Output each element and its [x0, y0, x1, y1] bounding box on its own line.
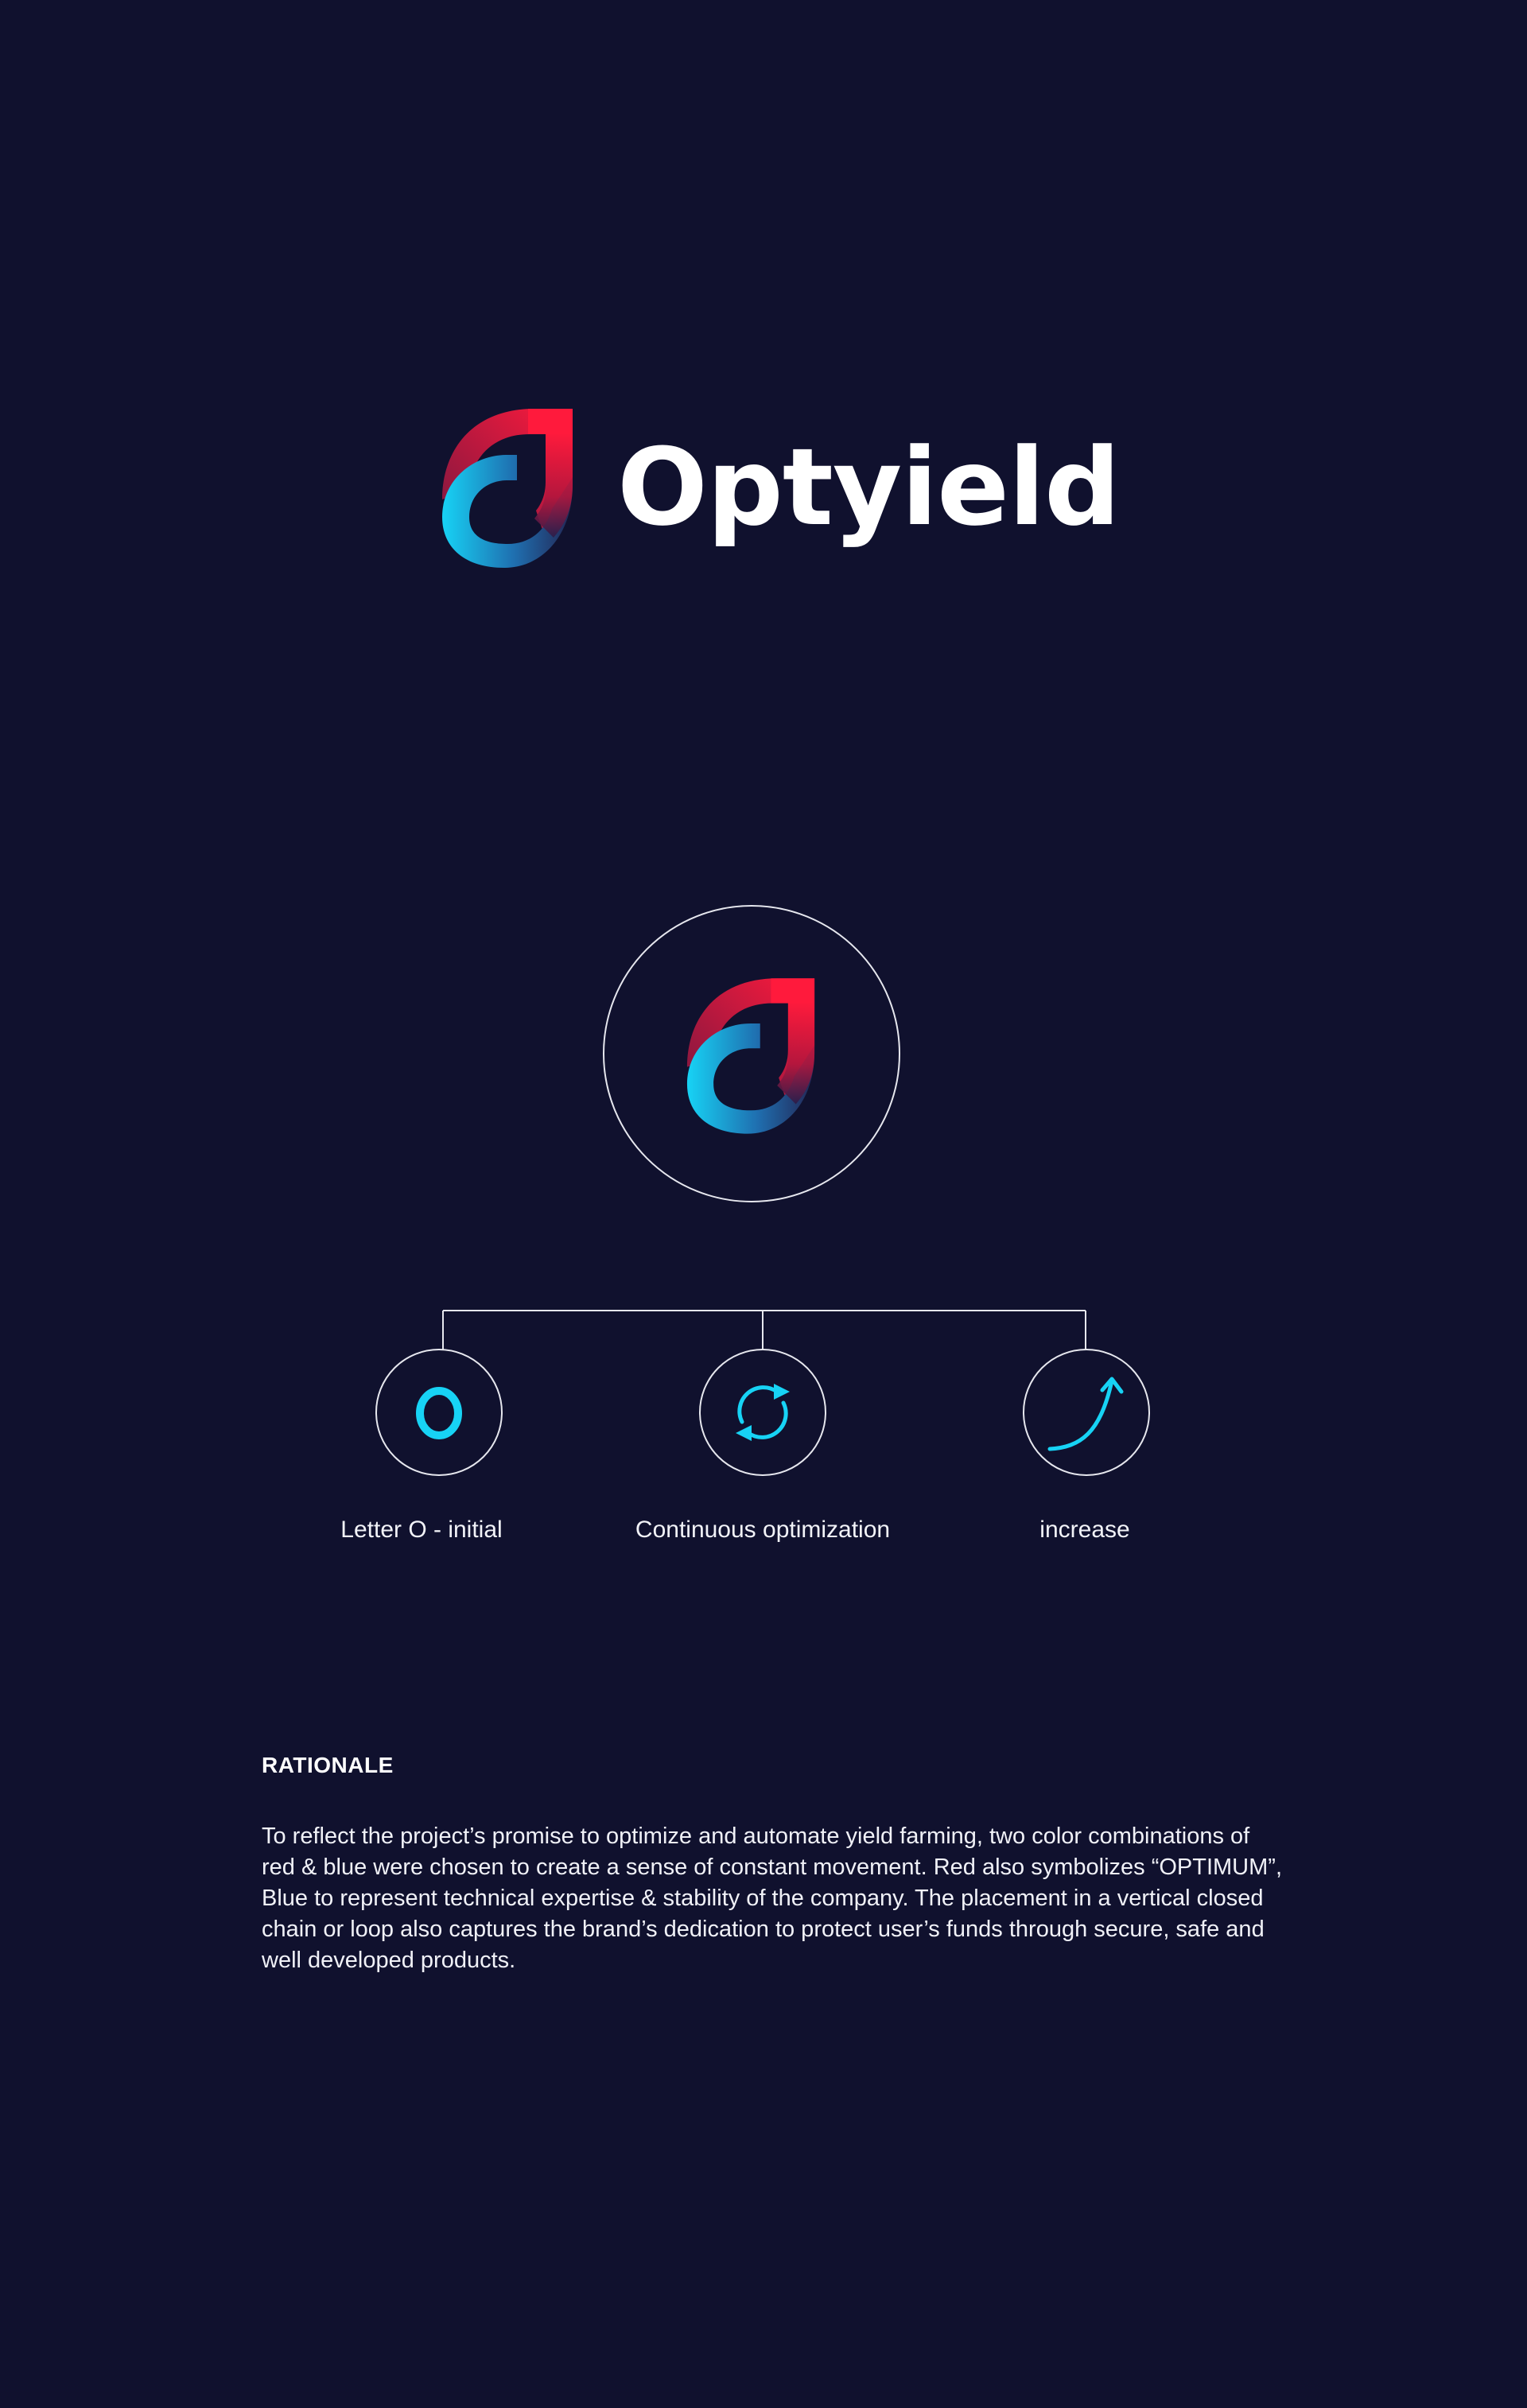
feature-circle-optimization	[699, 1349, 826, 1476]
feature-label-increase: increase	[1039, 1517, 1130, 1543]
feature-circle-increase	[1023, 1349, 1150, 1476]
hero-logo-lockup	[441, 406, 1120, 573]
brand-wordmark: Optyield	[617, 425, 1120, 550]
feature-circle-letter-o	[375, 1349, 503, 1476]
emblem-logomark-icon	[686, 975, 818, 1134]
letter-o-icon	[377, 1350, 501, 1474]
refresh-arrows-icon	[701, 1350, 825, 1474]
feature-label-letter-o: Letter O - initial	[340, 1517, 503, 1543]
feature-label-optimization: Continuous optimization	[635, 1517, 891, 1543]
growth-arrow-icon	[1024, 1350, 1148, 1474]
rationale-heading: RATIONALE	[262, 1753, 394, 1777]
optyield-logomark-icon	[441, 406, 576, 568]
rationale-body: To reflect the project’s promise to optimize and automate yield farming, two color combinations of red & blue were chosen to create a sense of constant movement. Red also symbolizes “OPTIMUM”, Blue to represent technical expertise & stability of the company. The placement in a vertical closed chain or loop also captures the brand’s dedication to protect user’s funds through secure, safe and well developed products.	[262, 1823, 1282, 1973]
